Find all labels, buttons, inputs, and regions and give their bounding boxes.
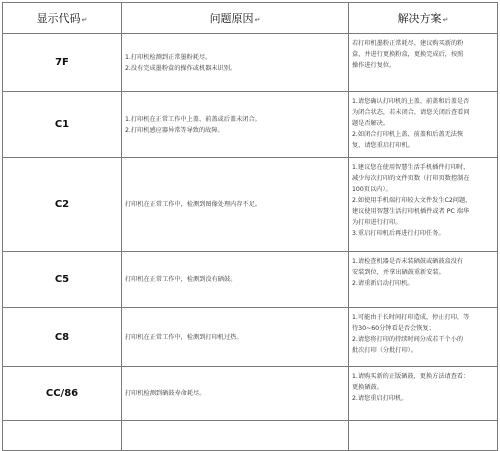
- table-row: [3, 421, 498, 451]
- cause-cell: [122, 158, 349, 252]
- table-row: [3, 308, 498, 367]
- table-row: [3, 92, 498, 158]
- solution-line: 为闭合状态，若未闭合，请您关闭后查看问: [352, 109, 470, 116]
- solution-line: 建议使用智慧生活打印机插件或者 PC 端华: [352, 208, 470, 215]
- cause-line: 打印机检测到硒鼓寿命耗尽。: [125, 390, 206, 397]
- header-row: [3, 3, 498, 34]
- cause-cell: [122, 308, 349, 367]
- table-row: [3, 367, 498, 421]
- cause-line: 打印机在正常工作中，检测到打印机过热。: [125, 333, 243, 341]
- error-code-cell: [3, 421, 122, 451]
- solution-line: 3.重启打印机后再进行打印任务。: [352, 230, 445, 237]
- solution-line: 1.可能由于长时间打印造成，停止打印，等: [352, 314, 470, 321]
- solution-line: 批次打印（分批打印）。: [352, 347, 417, 354]
- error-code-cell: C1: [3, 92, 122, 158]
- solution-line: 1.请您确认打印机的上盖、前盖和后盖是否: [352, 98, 470, 105]
- cause-line: 2.打印机感应器异常等导致的故障。: [125, 126, 224, 134]
- solution-line: 2.请重新启动打印机。: [352, 280, 414, 287]
- solution-cell: [349, 421, 498, 451]
- cause-line: 2.没有完成墨粉盒的操作或机器未识别。: [125, 64, 237, 72]
- table-row: [3, 252, 498, 308]
- solution-line: 2.请您将打印的持续时间分成若干个小的: [352, 336, 464, 343]
- cause-cell: [122, 34, 349, 92]
- error-code-cell: C5: [3, 252, 122, 308]
- solution-line: 1.请检查机器是否未装硒鼓或硒鼓盒没有: [352, 258, 464, 265]
- solution-line: 若打印机墨粉正常耗尽，建议购买新的粉: [352, 40, 464, 47]
- solution-cell: [349, 252, 498, 308]
- solution-line: 盒，并进行更换粉盒，更换完成后，按照: [352, 51, 464, 58]
- error-code-cell: 7F: [3, 34, 122, 92]
- error-code-cell: C2: [3, 158, 122, 252]
- solution-line: 100页以内）。: [352, 186, 392, 193]
- error-code-cell: C8: [3, 308, 122, 367]
- solution-cell: [349, 34, 498, 92]
- solution-line: 2.请您重启打印机。: [352, 395, 408, 402]
- header-cause: 问题原因↵: [122, 3, 349, 34]
- solution-cell: [349, 367, 498, 421]
- error-code-cell: CC/86: [3, 367, 122, 421]
- header-code: 显示代码↵: [3, 3, 122, 34]
- solution-cell: [349, 308, 498, 367]
- solution-line: 1.请购买新的正版硒鼓，更换方法请查看：: [352, 373, 470, 380]
- solution-line: 安装到位，并拿出硒鼓重新安装。: [352, 269, 445, 276]
- cause-line: 1.打印机检测到正常墨粉耗尽。: [125, 53, 212, 61]
- solution-line: 2.如使用手机端打印较大文件发生C2问题，: [352, 197, 472, 204]
- solution-line: 1.建议您在使用智慧生活手机插件打印时，: [352, 164, 470, 171]
- cause-line: 打印机在正常工作中，检测到没有硒鼓。: [125, 276, 237, 283]
- cause-cell: [122, 92, 349, 158]
- solution-line: 待30~60分钟看是否会恢复；: [352, 325, 435, 332]
- solution-cell: [349, 158, 498, 252]
- error-code-table: [2, 2, 498, 451]
- solution-line: 减少每次打印的文件页数（打印页数控制在: [352, 175, 470, 182]
- cause-line: 1.打印机在正常工作中上盖、前盖或后盖未闭合。: [125, 115, 261, 123]
- solution-cell: [349, 92, 498, 158]
- cause-cell: [122, 367, 349, 421]
- solution-line: 操作进行复位。: [352, 62, 396, 69]
- table-row: [3, 158, 498, 252]
- solution-line: 复，请您重启打印机。: [352, 142, 414, 149]
- solution-line: 题是否解决。: [352, 120, 390, 127]
- cause-cell: [122, 252, 349, 308]
- header-solution: 解决方案↵: [349, 3, 498, 34]
- solution-line: 2.如闭合打印机上盖、前盖和后盖无法恢: [352, 131, 464, 138]
- cause-cell: [122, 421, 349, 451]
- solution-line: 为打印进行打印。: [352, 219, 402, 226]
- solution-line: 更换硒鼓。: [352, 384, 383, 391]
- cause-line: 打印机在正常工作中，检测到图像处理内存不足。: [125, 201, 262, 208]
- table-row: [3, 34, 498, 92]
